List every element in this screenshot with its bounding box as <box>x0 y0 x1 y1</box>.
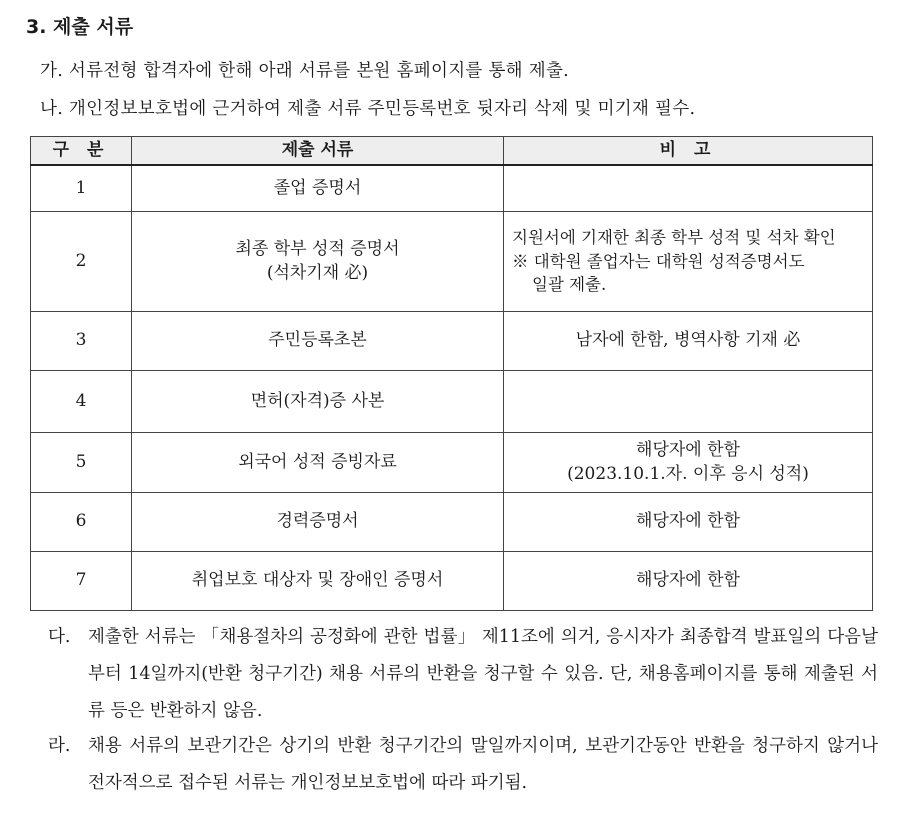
remark-line: 지원서에 기재한 최종 학부 성적 및 석차 확인 <box>512 227 836 247</box>
document-name: 경력증명서 <box>132 493 504 552</box>
table-row <box>31 312 873 371</box>
remark-line: 일괄 제출. <box>532 275 607 295</box>
remarks-cell: 남자에 한함, 병역사항 기재 必 <box>504 312 873 371</box>
document-name: 외국어 성적 증빙자료 <box>132 433 504 493</box>
header-documents: 제출 서류 <box>132 137 504 166</box>
table-row <box>31 493 873 552</box>
remarks-cell <box>504 212 873 312</box>
row-number: 7 <box>31 552 132 611</box>
table-row <box>31 165 873 212</box>
intro-item-ga: 가. 서류전형 합격자에 한해 아래 서류를 본원 홈페이지를 통해 제출. <box>40 61 570 81</box>
paragraph-text: 제출한 서류는 「채용절차의 공정화에 관한 법률」 제11조에 의거, 응시자가 최종합격 발표일의 다음날부터 14일까지(반환 청구기간) 채용 서류의 반환을 청구할 수 있음. 단, 채용홈페이지를 통해 제출된 서류 등은 반환하지 않음. <box>88 627 878 721</box>
paragraph-marker: 라. <box>48 736 71 756</box>
table-row <box>31 433 873 493</box>
table-header-row <box>31 137 873 166</box>
row-number: 2 <box>31 212 132 312</box>
row-number: 3 <box>31 312 132 371</box>
remarks-cell <box>504 165 873 212</box>
remark-line: ※ 대학원 졸업자는 대학원 성적증명서도 <box>512 251 805 271</box>
header-remarks: 비 고 <box>504 137 873 166</box>
remarks-cell <box>504 371 873 433</box>
table-row <box>31 371 873 433</box>
document-name: 주민등록초본 <box>132 312 504 371</box>
paragraph-ra <box>48 728 878 802</box>
row-number: 5 <box>31 433 132 493</box>
paragraph-text: 채용 서류의 보관기간은 상기의 반환 청구기간의 말일까지이며, 보관기간동안 반환을 청구하지 않거나 전자적으로 접수된 서류는 개인정보보호법에 따라 파기됨. <box>88 736 878 793</box>
table-row <box>31 552 873 611</box>
paragraph-marker: 다. <box>48 627 71 647</box>
section-heading: 3. 제출 서류 <box>26 16 134 38</box>
intro-item-na: 나. 개인정보보호법에 근거하여 제출 서류 주민등록번호 뒷자리 삭제 및 미기재 필수. <box>40 99 696 119</box>
document-name: 졸업 증명서 <box>132 165 504 212</box>
paragraph-da <box>48 619 878 730</box>
documents-table <box>30 136 873 611</box>
header-category: 구 분 <box>31 137 132 166</box>
row-number: 4 <box>31 371 132 433</box>
remarks-cell: 해당자에 한함 (2023.10.1.자. 이후 응시 성적) <box>504 433 873 493</box>
document-name: 면허(자격)증 사본 <box>132 371 504 433</box>
remarks-cell: 해당자에 한함 <box>504 493 873 552</box>
document-name: 취업보호 대상자 및 장애인 증명서 <box>132 552 504 611</box>
table-row <box>31 212 873 312</box>
row-number: 1 <box>31 165 132 212</box>
document-name: 최종 학부 성적 증명서 (석차기재 必) <box>132 212 504 312</box>
remarks-cell: 해당자에 한함 <box>504 552 873 611</box>
row-number: 6 <box>31 493 132 552</box>
